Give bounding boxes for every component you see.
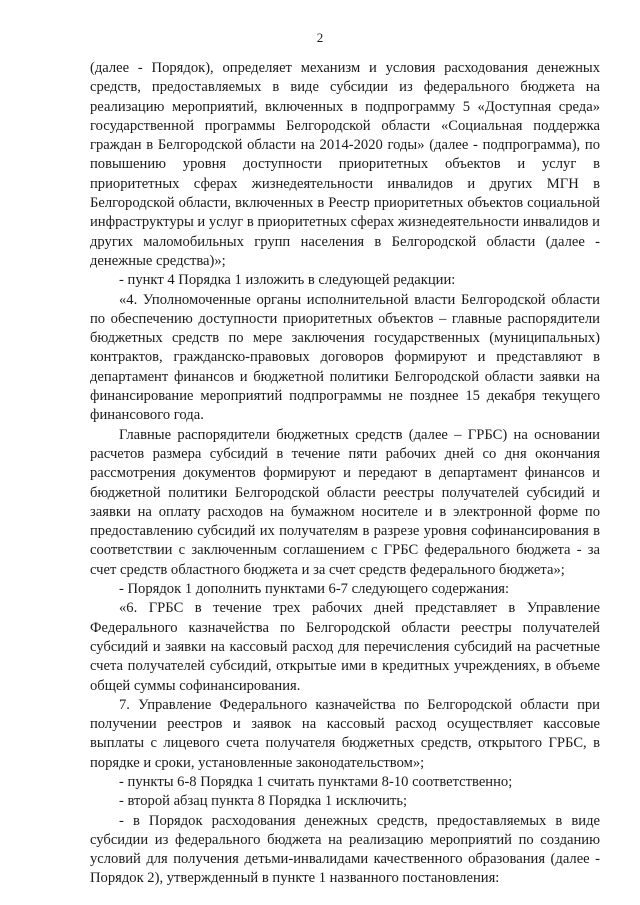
paragraph-exclude: - второй абзац пункта 8 Порядка 1 исключить; (119, 793, 408, 810)
paragraph-item-7: 7. Управление Федерального казначейства по Белгородской области при получении реестров и заявок на кассовый расход осуществляет кассовые выплаты с лицевого счета получателя бюджетных средств, открытого ГРБС, в порядке и сроки, установленные законодательством»; (90, 696, 600, 771)
paragraph-order-2: - в Порядок расходования денежных средств, предоставляемых в виде субсидии из федерального бюджета на реализацию мероприятий по созданию условий для получения детьми-инвалидами качественного образования (далее - Порядок 2), утвержденный в пункте 1 названного постановления: (90, 812, 600, 887)
document-body (90, 59, 600, 889)
paragraph-continuation: (далее - Порядок), определяет механизм и условия расходования денежных средств, предоставляемых в виде субсидии из федерального бюджета на реализацию мероприятий, включенных в подпрограмму 5 «Доступная среда» государственной программы Белгородской области «Социальная поддержка граждан в Белгородской области на 2014-2020 годы» (далее - подпрограмма), по повышению уровня доступности приоритетных объектов и услуг в приоритетных сферах жизнедеятельности инвалидов и других МГН в Белгородской области, включенных в Реестр приоритетных объектов социальной инфраструктуры и услуг в приоритетных сферах жизнедеятельности инвалидов и других маломобильных групп населения в Белгородской области (далее - денежные средства)»; (90, 60, 600, 269)
paragraph-renumber: - пункты 6-8 Порядка 1 считать пунктами 8-10 соответственно; (119, 773, 513, 790)
paragraph-grbs: Главные распорядители бюджетных средств (далее – ГРБС) на основании расчетов размера субсидий в течение пяти рабочих дней со дня окончания рассмотрения документов формируют и передают в департамент финансов и бюджетной политики Белгородской области реестры получателей субсидий и заявки на оплату расходов на бумажном носителе и в электронной форме по предоставлению субсидий их получателям в разрезе уровня софинансирования в соответствии с заключенным соглашением с ГРБС федерального бюджета - за счет средств областного бюджета и за счет средств федерального бюджета»; (90, 426, 600, 578)
paragraph-item-6: «6. ГРБС в течение трех рабочих дней представляет в Управление Федерального казначейства по Белгородской области реестры получателей субсидий и заявки на кассовый расход для перечисления субсидий на расчетные счета получателей субсидий, открытые ими в кредитных учреждениях, в объеме общей суммы софинансирования. (90, 600, 600, 694)
paragraph-add-items: - Порядок 1 дополнить пунктами 6-7 следующего содержания: (119, 581, 510, 598)
page-number: 2 (316, 30, 324, 45)
paragraph-amend-item-4: - пункт 4 Порядка 1 изложить в следующей редакции: (119, 272, 456, 289)
paragraph-item-4-text: «4. Уполномоченные органы исполнительной власти Белгородской области по обеспечению доступности приоритетных объектов – главные распорядители бюджетных средств по мере заключения государственных (муниципальных) контрактов, гражданско-правовых договоров формируют и представляют в департамент финансов и бюджетной политики Белгородской области заявки на финансирование мероприятий подпрограммы не позднее 15 декабря текущего финансового года. (90, 291, 600, 424)
